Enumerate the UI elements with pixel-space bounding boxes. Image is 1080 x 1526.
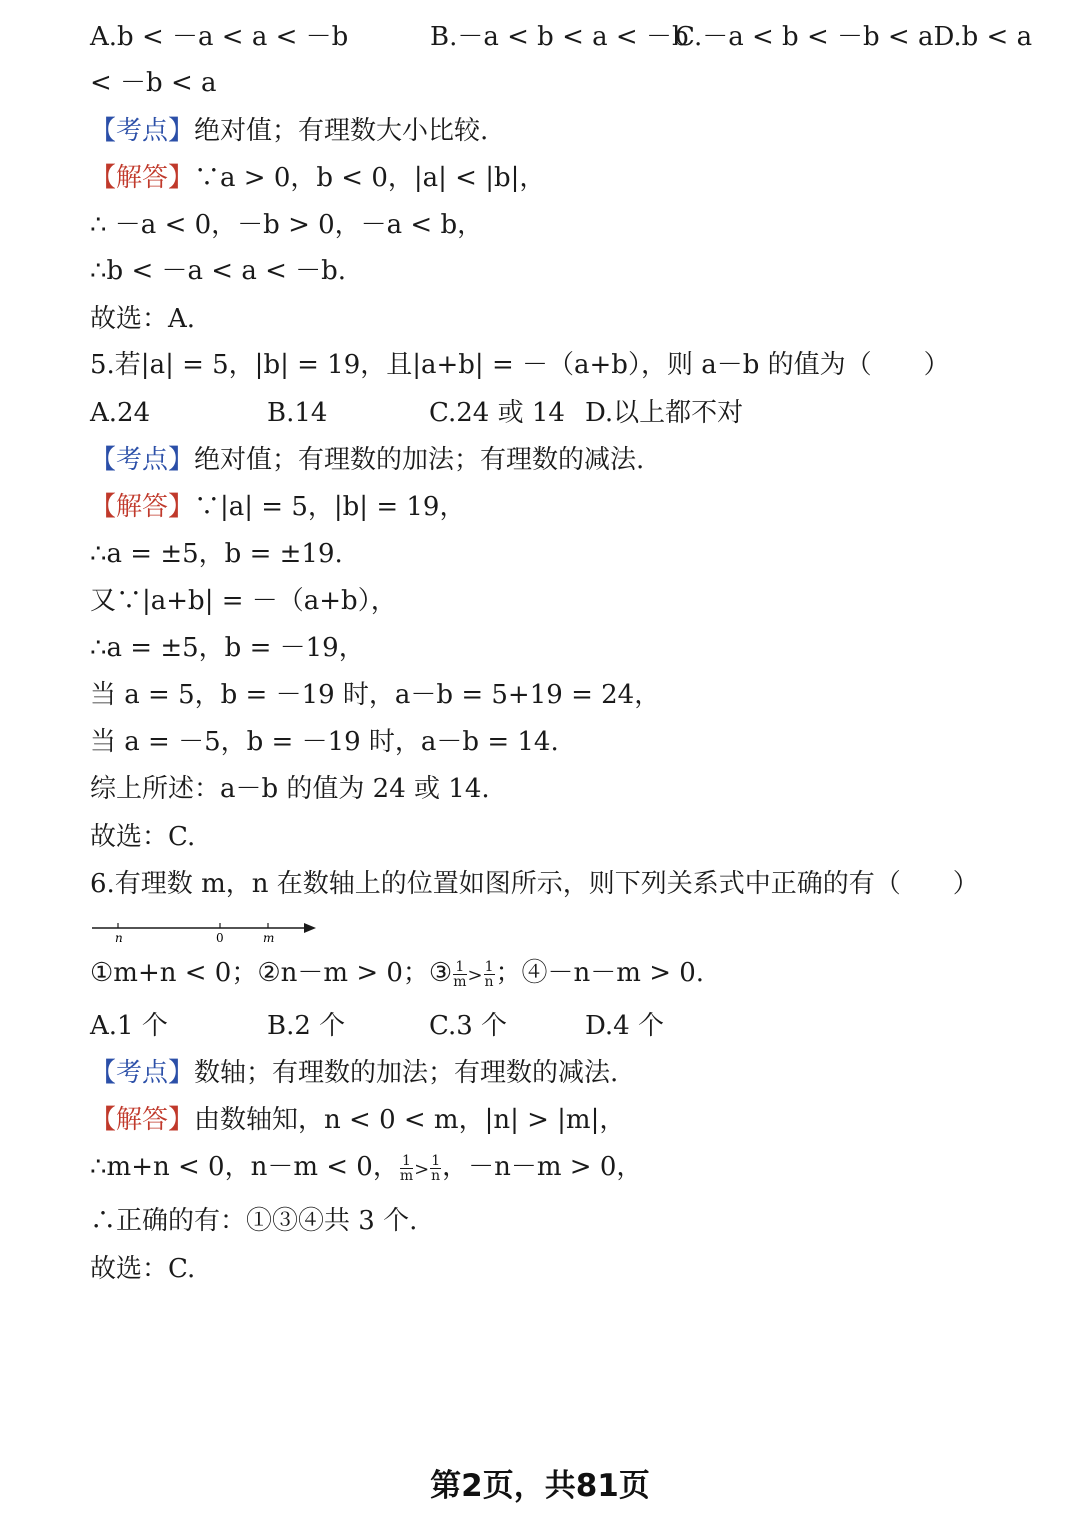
frac-denominator: n xyxy=(431,1167,441,1184)
q6-step-2: ∴正确的有：①③④共 3 个. xyxy=(90,1206,418,1236)
q6-option-b: B.2 个 xyxy=(267,1011,346,1041)
q6-option-a: A.1 个 xyxy=(90,1011,168,1041)
q4-option-a: A.b < －a < a < －b xyxy=(90,22,349,52)
frac-denominator: m xyxy=(453,973,467,990)
q5-step-4: 当 a = 5，b = －19 时，a－b = 5+19 = 24， xyxy=(90,680,661,710)
q4-option-b: B.－a < b < a < －b xyxy=(430,22,689,52)
frac-denominator: n xyxy=(484,973,494,990)
frac-numerator: 1 xyxy=(453,960,466,975)
kaodian-tag: 【考点】 xyxy=(90,445,195,475)
q5-option-b: B.14 xyxy=(267,398,328,428)
q4-kaodian xyxy=(90,114,488,148)
jieda-tag: 【解答】 xyxy=(90,492,195,522)
q4-option-d-continued: < －b < a xyxy=(90,68,217,98)
jieda-tag: 【解答】 xyxy=(90,163,195,193)
jieda-text: 由数轴知，n < 0 < m，|n| > |m|， xyxy=(194,1105,626,1135)
jieda-tag: 【解答】 xyxy=(90,1105,195,1135)
fraction-1-over-m xyxy=(453,960,466,989)
q5-options-row xyxy=(90,396,743,430)
q5-question: 5.若|a| = 5，|b| = 19，且|a+b| = －（a+b），则 a－b 的值为（ ） xyxy=(90,350,950,380)
q4-option-c: C.－a < b < －b < a xyxy=(675,22,934,52)
q5-step-3: ∴a = ±5，b = －19， xyxy=(90,633,365,663)
number-line-arrow xyxy=(304,923,316,933)
q6-option-c: C.3 个 xyxy=(429,1011,508,1041)
kaodian-text: 绝对值；有理数的加法；有理数的减法. xyxy=(194,445,645,475)
frac-numerator: 1 xyxy=(431,1152,441,1169)
fraction-1-over-n xyxy=(484,960,495,989)
frac-gt: > xyxy=(467,965,483,986)
fraction-1-over-m xyxy=(400,1154,413,1183)
step1-prefix: ∴m+n < 0，n－m < 0， xyxy=(90,1152,399,1182)
q6-step-1 xyxy=(90,1150,642,1187)
jieda-text: ∵|a| = 5，|b| = 19， xyxy=(194,492,466,522)
frac-denominator: m xyxy=(399,1167,414,1184)
q4-jieda xyxy=(90,161,545,195)
frac-numerator: 1 xyxy=(400,1154,413,1169)
label-n: n xyxy=(115,931,123,945)
q5-option-d: D.以上都不对 xyxy=(585,398,744,428)
q5-step-1: ∴a = ±5，b = ±19. xyxy=(90,539,343,569)
kaodian-text: 数轴；有理数的加法；有理数的减法. xyxy=(194,1058,619,1088)
step1-suffix: ，－n－m > 0， xyxy=(442,1152,643,1182)
q5-step-6: 综上所述：a－b 的值为 24 或 14. xyxy=(90,774,490,804)
q5-step-5: 当 a = －5，b = －19 时，a－b = 14. xyxy=(90,727,559,757)
page-footer: 第2页，共81页 xyxy=(430,1468,650,1504)
relations-suffix: ；④－n－m > 0. xyxy=(495,958,705,988)
q4-step-2: ∴b < －a < a < －b. xyxy=(90,256,347,286)
kaodian-text: 绝对值；有理数大小比较. xyxy=(194,116,489,146)
q5-option-a: A.24 xyxy=(90,398,151,428)
q6-question: 6.有理数 m，n 在数轴上的位置如图所示，则下列关系式中正确的有（ ） xyxy=(90,869,979,899)
fraction-1-over-n xyxy=(430,1154,441,1183)
q6-answer: 故选：C. xyxy=(90,1254,196,1284)
q6-kaodian xyxy=(90,1056,618,1090)
q4-options-row xyxy=(90,20,1032,54)
q5-kaodian xyxy=(90,443,644,477)
q5-jieda xyxy=(90,490,465,524)
kaodian-tag: 【考点】 xyxy=(90,116,195,146)
label-m: m xyxy=(263,931,275,945)
q4-step-1: ∴ －a < 0，－b > 0，－a < b， xyxy=(90,210,484,240)
q6-relations xyxy=(90,956,704,993)
q4-option-d: D.b < a xyxy=(933,22,1033,52)
q6-option-d: D.4 个 xyxy=(585,1011,664,1041)
frac-numerator: 1 xyxy=(484,958,494,975)
q5-option-c: C.24 或 14 xyxy=(429,398,565,428)
label-zero: 0 xyxy=(216,931,224,945)
q6-jieda xyxy=(90,1103,625,1137)
relations-prefix: ①m+n < 0；②n－m > 0；③ xyxy=(90,958,453,988)
q6-options-row xyxy=(90,1009,664,1043)
q5-answer: 故选：C. xyxy=(90,822,196,852)
q4-answer: 故选：A. xyxy=(90,304,196,334)
kaodian-tag: 【考点】 xyxy=(90,1058,195,1088)
jieda-text: ∵a > 0，b < 0，|a| < |b|， xyxy=(194,163,546,193)
number-line-figure xyxy=(90,918,330,948)
frac-gt: > xyxy=(414,1159,430,1180)
q5-step-2: 又∵|a+b| = －（a+b）， xyxy=(90,586,397,616)
